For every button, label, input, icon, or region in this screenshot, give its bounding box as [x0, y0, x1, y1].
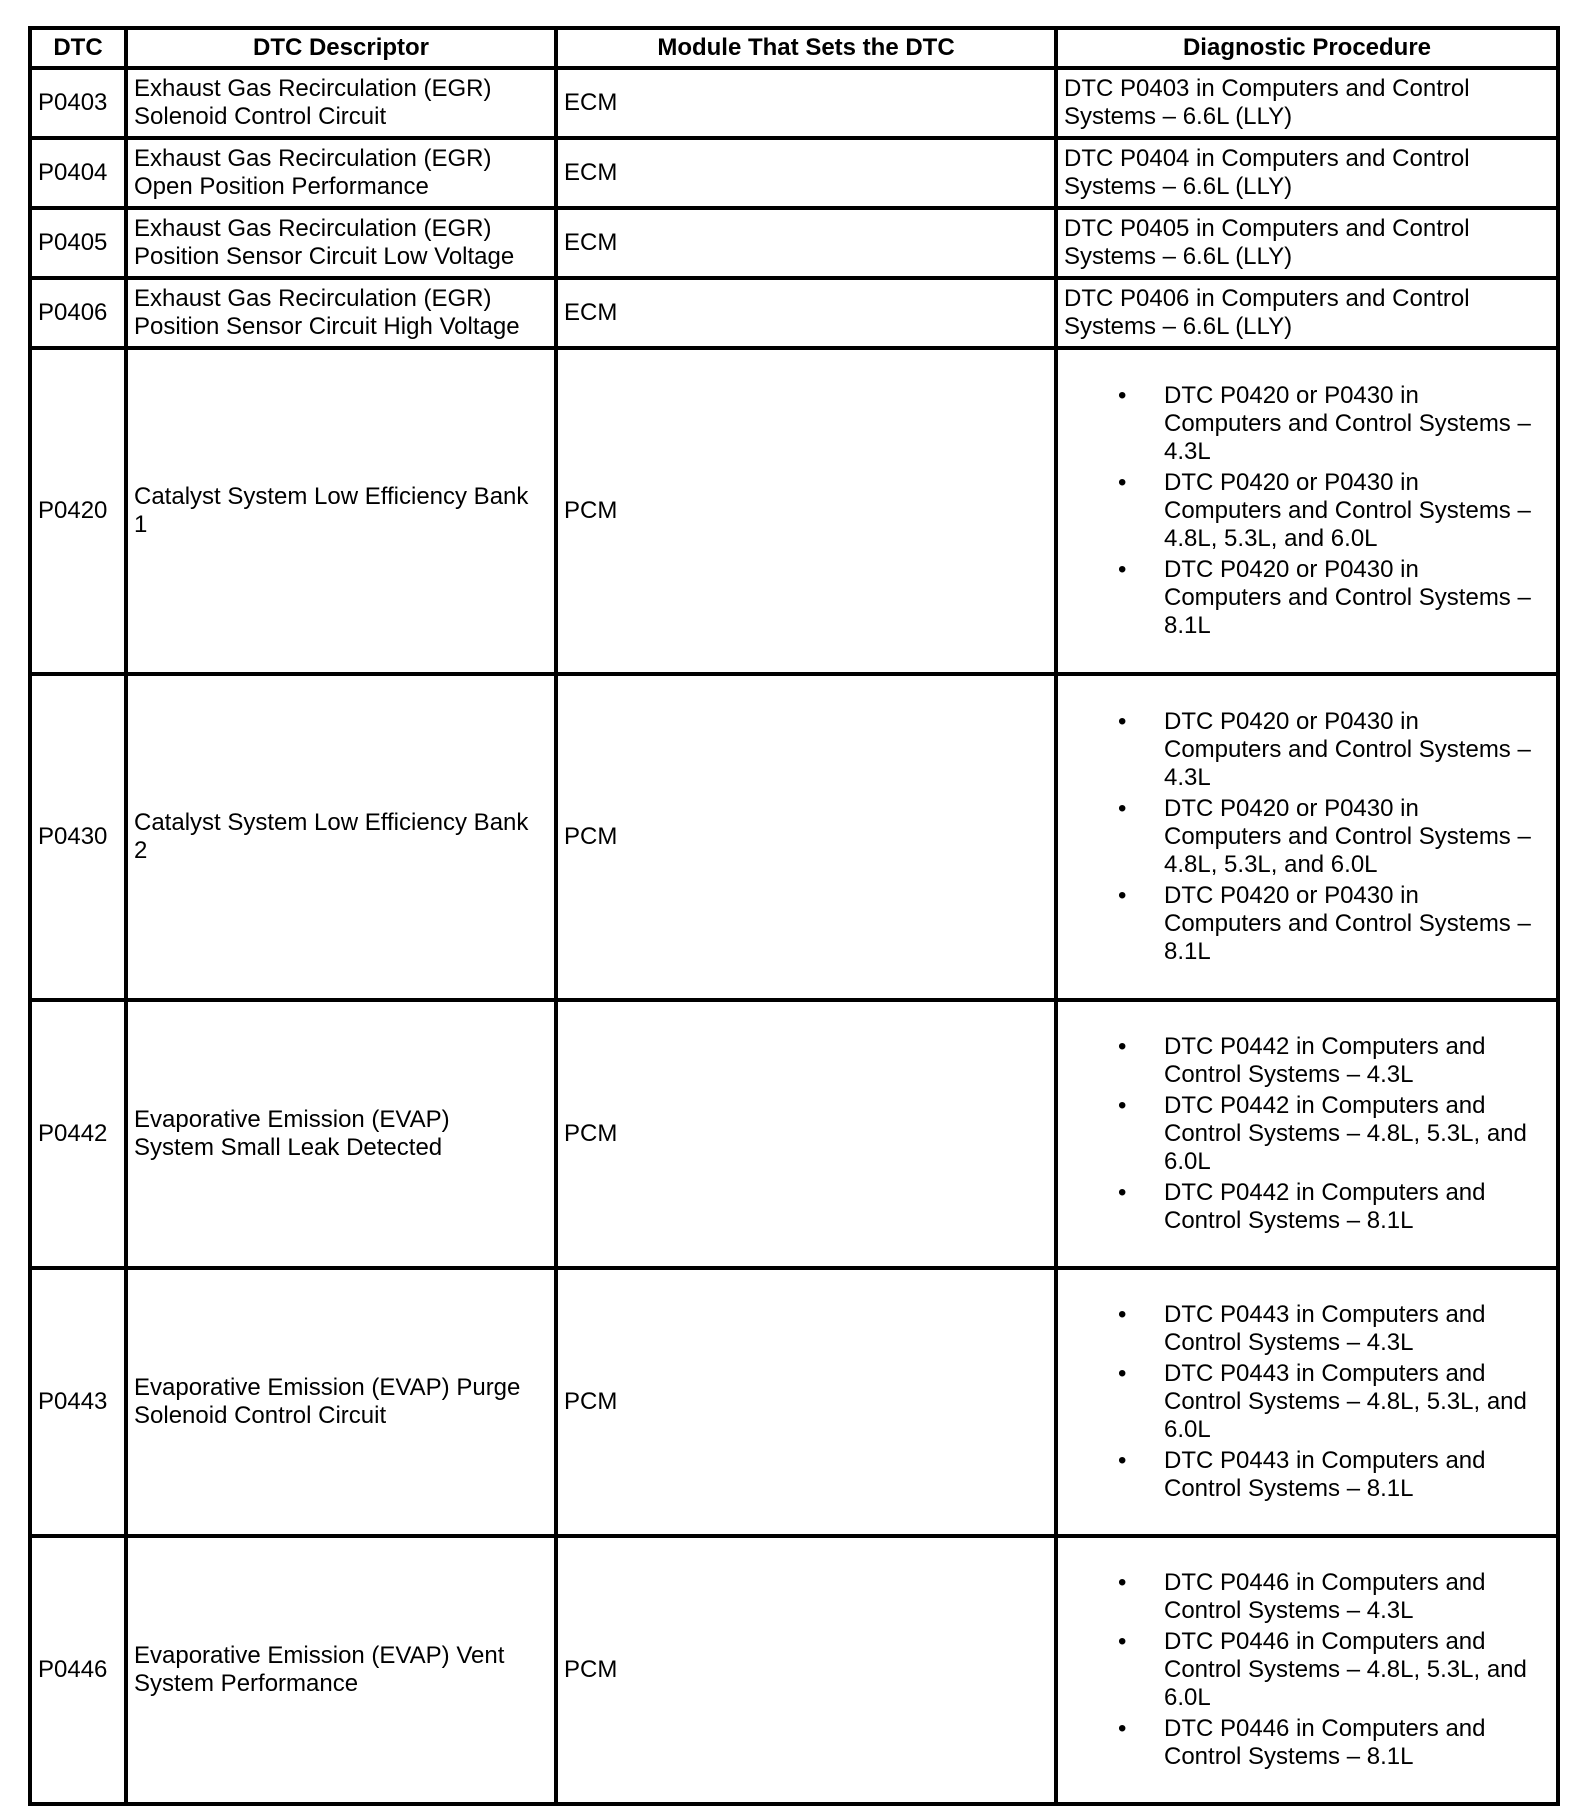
- dtc-descriptor: [126, 68, 556, 138]
- dtc-code: P0406: [30, 278, 126, 348]
- procedure-item: [1064, 882, 1550, 966]
- procedure-line: DTC P0443 in Computers and: [1164, 1446, 1486, 1474]
- dtc-table: [28, 26, 1560, 1806]
- header-descriptor: DTC Descriptor: [126, 28, 556, 68]
- procedure-item: [1064, 1092, 1550, 1176]
- procedure-line: Systems – 6.6L (LLY): [1064, 103, 1293, 130]
- procedure-line: DTC P0446 in Computers and: [1164, 1627, 1486, 1655]
- descriptor-line: System Small Leak Detected: [134, 1134, 443, 1161]
- procedure-line: DTC P0404 in Computers and Control: [1064, 145, 1470, 172]
- bullet-icon: •: [1118, 468, 1127, 496]
- procedure-item: [1064, 469, 1550, 553]
- procedure-item: [1064, 1628, 1550, 1712]
- procedure-line: DTC P0442 in Computers and: [1164, 1178, 1486, 1206]
- procedure-line: 6.0L: [1164, 1415, 1211, 1443]
- table-row: [30, 1536, 1558, 1804]
- procedure-item: [1064, 1179, 1550, 1235]
- procedure-line: DTC P0420 or P0430 in: [1164, 881, 1419, 909]
- procedure-line: DTC P0442 in Computers and: [1164, 1032, 1486, 1060]
- procedure-item: [1064, 1715, 1550, 1771]
- procedure-cell: [1056, 674, 1558, 1000]
- procedure-line: Computers and Control Systems –: [1164, 496, 1531, 524]
- procedure-line: Control Systems – 8.1L: [1164, 1206, 1414, 1234]
- procedure-line: DTC P0420 or P0430 in: [1164, 555, 1419, 583]
- table-row: [30, 1268, 1558, 1536]
- procedure-line: Control Systems – 4.8L, 5.3L, and: [1164, 1387, 1527, 1415]
- module-cell: ECM: [556, 68, 1056, 138]
- dtc-code: P0403: [30, 68, 126, 138]
- bullet-icon: •: [1118, 1091, 1127, 1119]
- procedure-cell: [1056, 1000, 1558, 1268]
- procedure-line: Computers and Control Systems –: [1164, 409, 1531, 437]
- descriptor-line: Evaporative Emission (EVAP): [134, 1106, 450, 1133]
- procedure-cell: [1056, 68, 1558, 138]
- procedure-line: Systems – 6.6L (LLY): [1064, 243, 1293, 270]
- header-dtc: DTC: [30, 28, 126, 68]
- dtc-descriptor: [126, 1536, 556, 1804]
- bullet-icon: •: [1118, 1568, 1127, 1596]
- procedure-line: DTC P0406 in Computers and Control: [1064, 285, 1470, 312]
- descriptor-line: Solenoid Control Circuit: [134, 1402, 387, 1429]
- descriptor-line: Exhaust Gas Recirculation (EGR): [134, 75, 492, 102]
- procedure-line: Systems – 6.6L (LLY): [1064, 313, 1293, 340]
- procedure-line: Control Systems – 8.1L: [1164, 1742, 1414, 1770]
- dtc-descriptor: [126, 138, 556, 208]
- table-row: [30, 208, 1558, 278]
- procedure-line: Computers and Control Systems –: [1164, 735, 1531, 763]
- procedure-line: 4.3L: [1164, 437, 1211, 465]
- module-cell: PCM: [556, 1536, 1056, 1804]
- procedure-list: [1064, 1033, 1550, 1235]
- procedure-line: DTC P0443 in Computers and: [1164, 1300, 1486, 1328]
- procedure-line: Control Systems – 4.3L: [1164, 1596, 1414, 1624]
- descriptor-line: 2: [134, 837, 148, 864]
- descriptor-line: Position Sensor Circuit High Voltage: [134, 313, 520, 340]
- procedure-line: Control Systems – 4.8L, 5.3L, and: [1164, 1655, 1527, 1683]
- procedure-line: 4.3L: [1164, 763, 1211, 791]
- descriptor-line: Exhaust Gas Recirculation (EGR): [134, 145, 492, 172]
- descriptor-line: 1: [134, 511, 148, 538]
- procedure-line: DTC P0420 or P0430 in: [1164, 381, 1419, 409]
- descriptor-line: Solenoid Control Circuit: [134, 103, 387, 130]
- procedure-line: DTC P0405 in Computers and Control: [1064, 215, 1470, 242]
- module-cell: PCM: [556, 348, 1056, 674]
- dtc-descriptor: [126, 278, 556, 348]
- header-module: Module That Sets the DTC: [556, 28, 1056, 68]
- table-row: [30, 348, 1558, 674]
- descriptor-line: Position Sensor Circuit Low Voltage: [134, 243, 515, 270]
- dtc-code: P0446: [30, 1536, 126, 1804]
- descriptor-line: System Performance: [134, 1670, 359, 1697]
- procedure-line: 4.8L, 5.3L, and 6.0L: [1164, 524, 1378, 552]
- module-cell: ECM: [556, 278, 1056, 348]
- dtc-code: P0420: [30, 348, 126, 674]
- module-cell: PCM: [556, 674, 1056, 1000]
- procedure-line: DTC P0442 in Computers and: [1164, 1091, 1486, 1119]
- procedure-item: [1064, 382, 1550, 466]
- procedure-line: Computers and Control Systems –: [1164, 909, 1531, 937]
- descriptor-line: Evaporative Emission (EVAP) Purge: [134, 1374, 521, 1401]
- dtc-code: P0405: [30, 208, 126, 278]
- procedure-line: DTC P0446 in Computers and: [1164, 1714, 1486, 1742]
- procedure-line: Control Systems – 4.3L: [1164, 1328, 1414, 1356]
- procedure-line: DTC P0446 in Computers and: [1164, 1568, 1486, 1596]
- bullet-icon: •: [1118, 1714, 1127, 1742]
- procedure-line: Computers and Control Systems –: [1164, 822, 1531, 850]
- bullet-icon: •: [1118, 881, 1127, 909]
- procedure-line: Computers and Control Systems –: [1164, 583, 1531, 611]
- procedure-line: Control Systems – 4.3L: [1164, 1060, 1414, 1088]
- table-row: [30, 674, 1558, 1000]
- procedure-item: [1064, 708, 1550, 792]
- procedure-line: 8.1L: [1164, 611, 1211, 639]
- procedure-item: [1064, 1360, 1550, 1444]
- table-header-row: [30, 28, 1558, 68]
- procedure-line: Control Systems – 8.1L: [1164, 1474, 1414, 1502]
- procedure-cell: [1056, 208, 1558, 278]
- table-row: [30, 138, 1558, 208]
- dtc-descriptor: [126, 208, 556, 278]
- module-cell: ECM: [556, 138, 1056, 208]
- bullet-icon: •: [1118, 1359, 1127, 1387]
- dtc-descriptor: [126, 1000, 556, 1268]
- procedure-line: DTC P0443 in Computers and: [1164, 1359, 1486, 1387]
- bullet-icon: •: [1118, 1627, 1127, 1655]
- bullet-icon: •: [1118, 707, 1127, 735]
- procedure-list: [1064, 382, 1550, 640]
- procedure-item: [1064, 1033, 1550, 1089]
- procedure-line: DTC P0420 or P0430 in: [1164, 707, 1419, 735]
- bullet-icon: •: [1118, 1300, 1127, 1328]
- bullet-icon: •: [1118, 794, 1127, 822]
- dtc-descriptor: [126, 348, 556, 674]
- procedure-list: [1064, 1569, 1550, 1771]
- procedure-item: [1064, 795, 1550, 879]
- dtc-code: P0443: [30, 1268, 126, 1536]
- procedure-list: [1064, 708, 1550, 966]
- procedure-cell: [1056, 138, 1558, 208]
- procedure-cell: [1056, 278, 1558, 348]
- dtc-code: P0404: [30, 138, 126, 208]
- table-row: [30, 68, 1558, 138]
- descriptor-line: Exhaust Gas Recirculation (EGR): [134, 285, 492, 312]
- descriptor-line: Catalyst System Low Efficiency Bank: [134, 483, 529, 510]
- descriptor-line: Exhaust Gas Recirculation (EGR): [134, 215, 492, 242]
- dtc-code: P0430: [30, 674, 126, 1000]
- procedure-item: [1064, 1301, 1550, 1357]
- procedure-line: 4.8L, 5.3L, and 6.0L: [1164, 850, 1378, 878]
- bullet-icon: •: [1118, 1446, 1127, 1474]
- procedure-item: [1064, 1447, 1550, 1503]
- module-cell: PCM: [556, 1000, 1056, 1268]
- procedure-item: [1064, 556, 1550, 640]
- dtc-descriptor: [126, 674, 556, 1000]
- procedure-cell: [1056, 348, 1558, 674]
- procedure-line: Control Systems – 4.8L, 5.3L, and: [1164, 1119, 1527, 1147]
- descriptor-line: Open Position Performance: [134, 173, 429, 200]
- module-cell: PCM: [556, 1268, 1056, 1536]
- procedure-line: DTC P0403 in Computers and Control: [1064, 75, 1470, 102]
- procedure-list: [1064, 1301, 1550, 1503]
- table-row: [30, 278, 1558, 348]
- bullet-icon: •: [1118, 381, 1127, 409]
- procedure-cell: [1056, 1536, 1558, 1804]
- module-cell: ECM: [556, 208, 1056, 278]
- descriptor-line: Catalyst System Low Efficiency Bank: [134, 809, 529, 836]
- descriptor-line: Evaporative Emission (EVAP) Vent: [134, 1642, 505, 1669]
- bullet-icon: •: [1118, 1178, 1127, 1206]
- procedure-line: DTC P0420 or P0430 in: [1164, 468, 1419, 496]
- procedure-line: 6.0L: [1164, 1683, 1211, 1711]
- procedure-line: 8.1L: [1164, 937, 1211, 965]
- bullet-icon: •: [1118, 1032, 1127, 1060]
- header-procedure: Diagnostic Procedure: [1056, 28, 1558, 68]
- dtc-code: P0442: [30, 1000, 126, 1268]
- procedure-line: Systems – 6.6L (LLY): [1064, 173, 1293, 200]
- procedure-item: [1064, 1569, 1550, 1625]
- dtc-descriptor: [126, 1268, 556, 1536]
- table-row: [30, 1000, 1558, 1268]
- procedure-line: DTC P0420 or P0430 in: [1164, 794, 1419, 822]
- procedure-line: 6.0L: [1164, 1147, 1211, 1175]
- bullet-icon: •: [1118, 555, 1127, 583]
- procedure-cell: [1056, 1268, 1558, 1536]
